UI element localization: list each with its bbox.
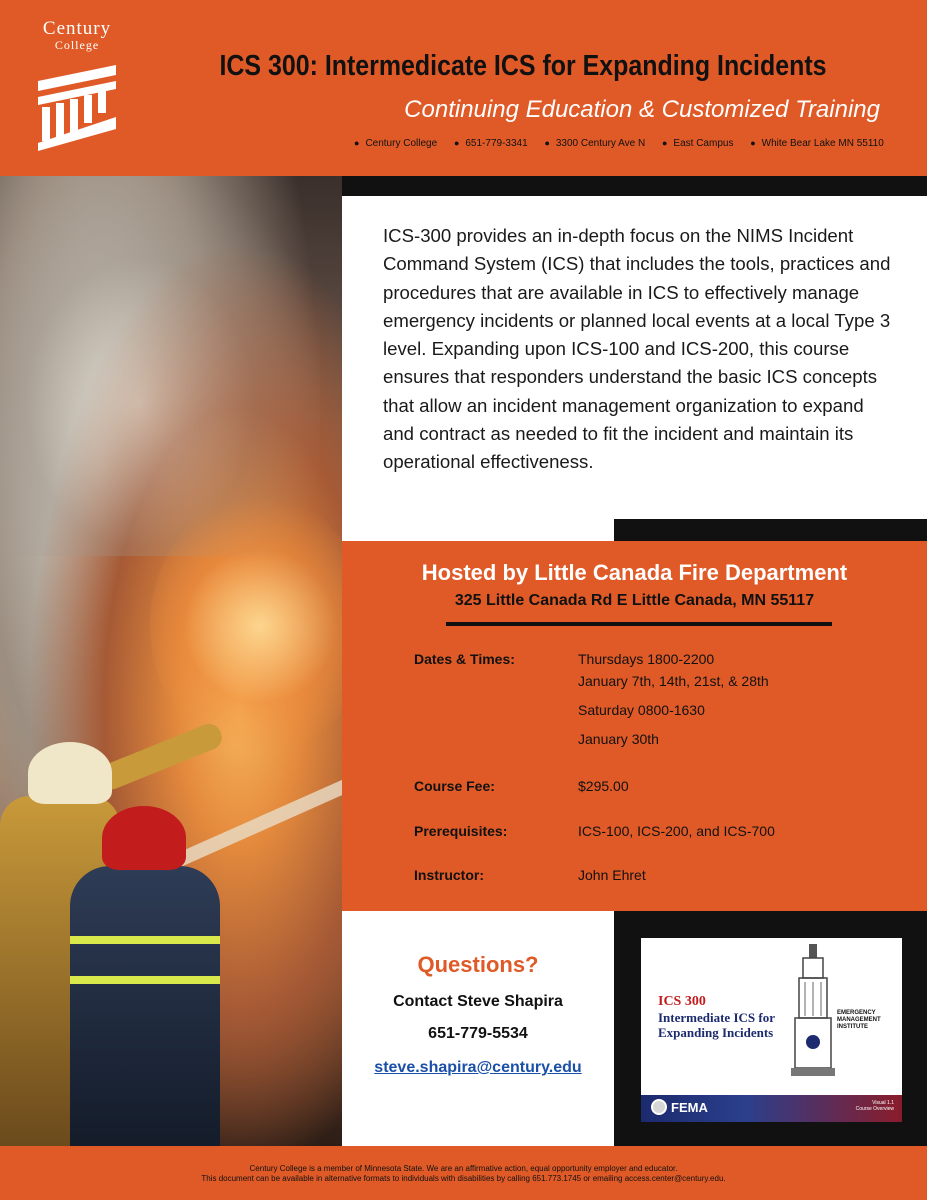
- fema-cover-visual-label: [856, 1100, 894, 1112]
- dates-line-2: January 7th, 14th, 21st, & 28th: [578, 673, 769, 689]
- fema-seal-icon: [651, 1099, 667, 1115]
- course-description: ICS-300 provides an in-depth focus on the NIMS Incident Command System (ICS) that includes the tools, practices and procedures that are available in ICS to effectively manage emergency incidents or planned local events at a local Type 3 level. Expanding upon ICS-100 and ICS-200, this course ensures that responders understand the basic ICS concepts that allow an incident management organization to expand and contract as needed to fit the incident and maintain its operational effectiveness.: [383, 225, 891, 473]
- college-contact-line: [340, 138, 884, 149]
- description-top-bar: [342, 176, 927, 196]
- contact-item-name: ● Century College: [354, 138, 437, 149]
- header-banner: [0, 0, 927, 176]
- contact-phone: 651-779-5534: [428, 1025, 528, 1042]
- host-title: Hosted by Little Canada Fire Department: [421, 560, 848, 585]
- emi-building-icon: [791, 944, 835, 1084]
- page-title: ICS 300: Intermedicate ICS for Expanding Incidents: [219, 50, 827, 82]
- contact-item-campus: ● East Campus: [662, 138, 733, 149]
- logo-word-century: Century: [42, 18, 112, 39]
- building-logo-icon: [32, 59, 122, 151]
- dates-line-1: Thursdays 1800-2200: [578, 651, 715, 667]
- contact-item-phone: ● 651-779-3341: [454, 138, 528, 149]
- contact-email-link[interactable]: steve.shapira@century.edu: [374, 1059, 582, 1076]
- contact-name: Contact Steve Shapira: [393, 993, 563, 1010]
- fema-visual-sub: Course Overview: [855, 1106, 894, 1112]
- footer-text: [0, 1164, 927, 1184]
- divider-white: [342, 519, 614, 541]
- fema-visual-number: Visual 1.1: [872, 1100, 894, 1106]
- fee-label: Course Fee:: [414, 778, 495, 794]
- questions-title: Questions?: [417, 952, 539, 977]
- page-subtitle: Continuing Education & Customized Training: [404, 96, 880, 123]
- instructor-label: Instructor:: [414, 867, 484, 883]
- fema-cover-agency: FEMA: [671, 1100, 708, 1115]
- logo-word-college: College: [54, 38, 100, 52]
- dates-line-3: Saturday 0800-1630: [578, 702, 705, 718]
- fema-cover-institute: EMERGENCY MANAGEMENT INSTITUTE: [837, 1010, 881, 1030]
- fema-cover-subtitle: Intermediate ICS for Expanding Incidents: [658, 1010, 775, 1040]
- contact-item-city: ● White Bear Lake MN 55110: [750, 138, 884, 149]
- century-college-logo: [24, 18, 130, 151]
- prerequisites-label: Prerequisites:: [414, 823, 508, 839]
- dates-line-4: January 30th: [578, 731, 659, 747]
- instructor-value: John Ehret: [578, 867, 646, 883]
- dates-label: Dates & Times:: [414, 651, 515, 667]
- divider-black: [614, 519, 927, 541]
- firefighters-photo: [0, 176, 342, 1146]
- fee-value: $295.00: [578, 778, 629, 794]
- fema-cover-title: ICS 300: [658, 994, 706, 1009]
- contact-item-street: ● 3300 Century Ave N: [544, 138, 645, 149]
- footer-line-2: This document can be available in alternative formats to individuals with disabilities by calling 651.773.1745 or emailing access.center@century.edu.: [201, 1174, 726, 1183]
- host-address: 325 Little Canada Rd E Little Canada, MN 55117: [454, 592, 815, 609]
- prerequisites-value: ICS-100, ICS-200, and ICS-700: [578, 823, 775, 839]
- host-divider: [446, 622, 832, 626]
- fema-course-cover: [641, 938, 902, 1122]
- footer-line-1: Century College is a member of Minnesota State. We are an affirmative action, equal opportunity employer and educator.: [249, 1164, 678, 1173]
